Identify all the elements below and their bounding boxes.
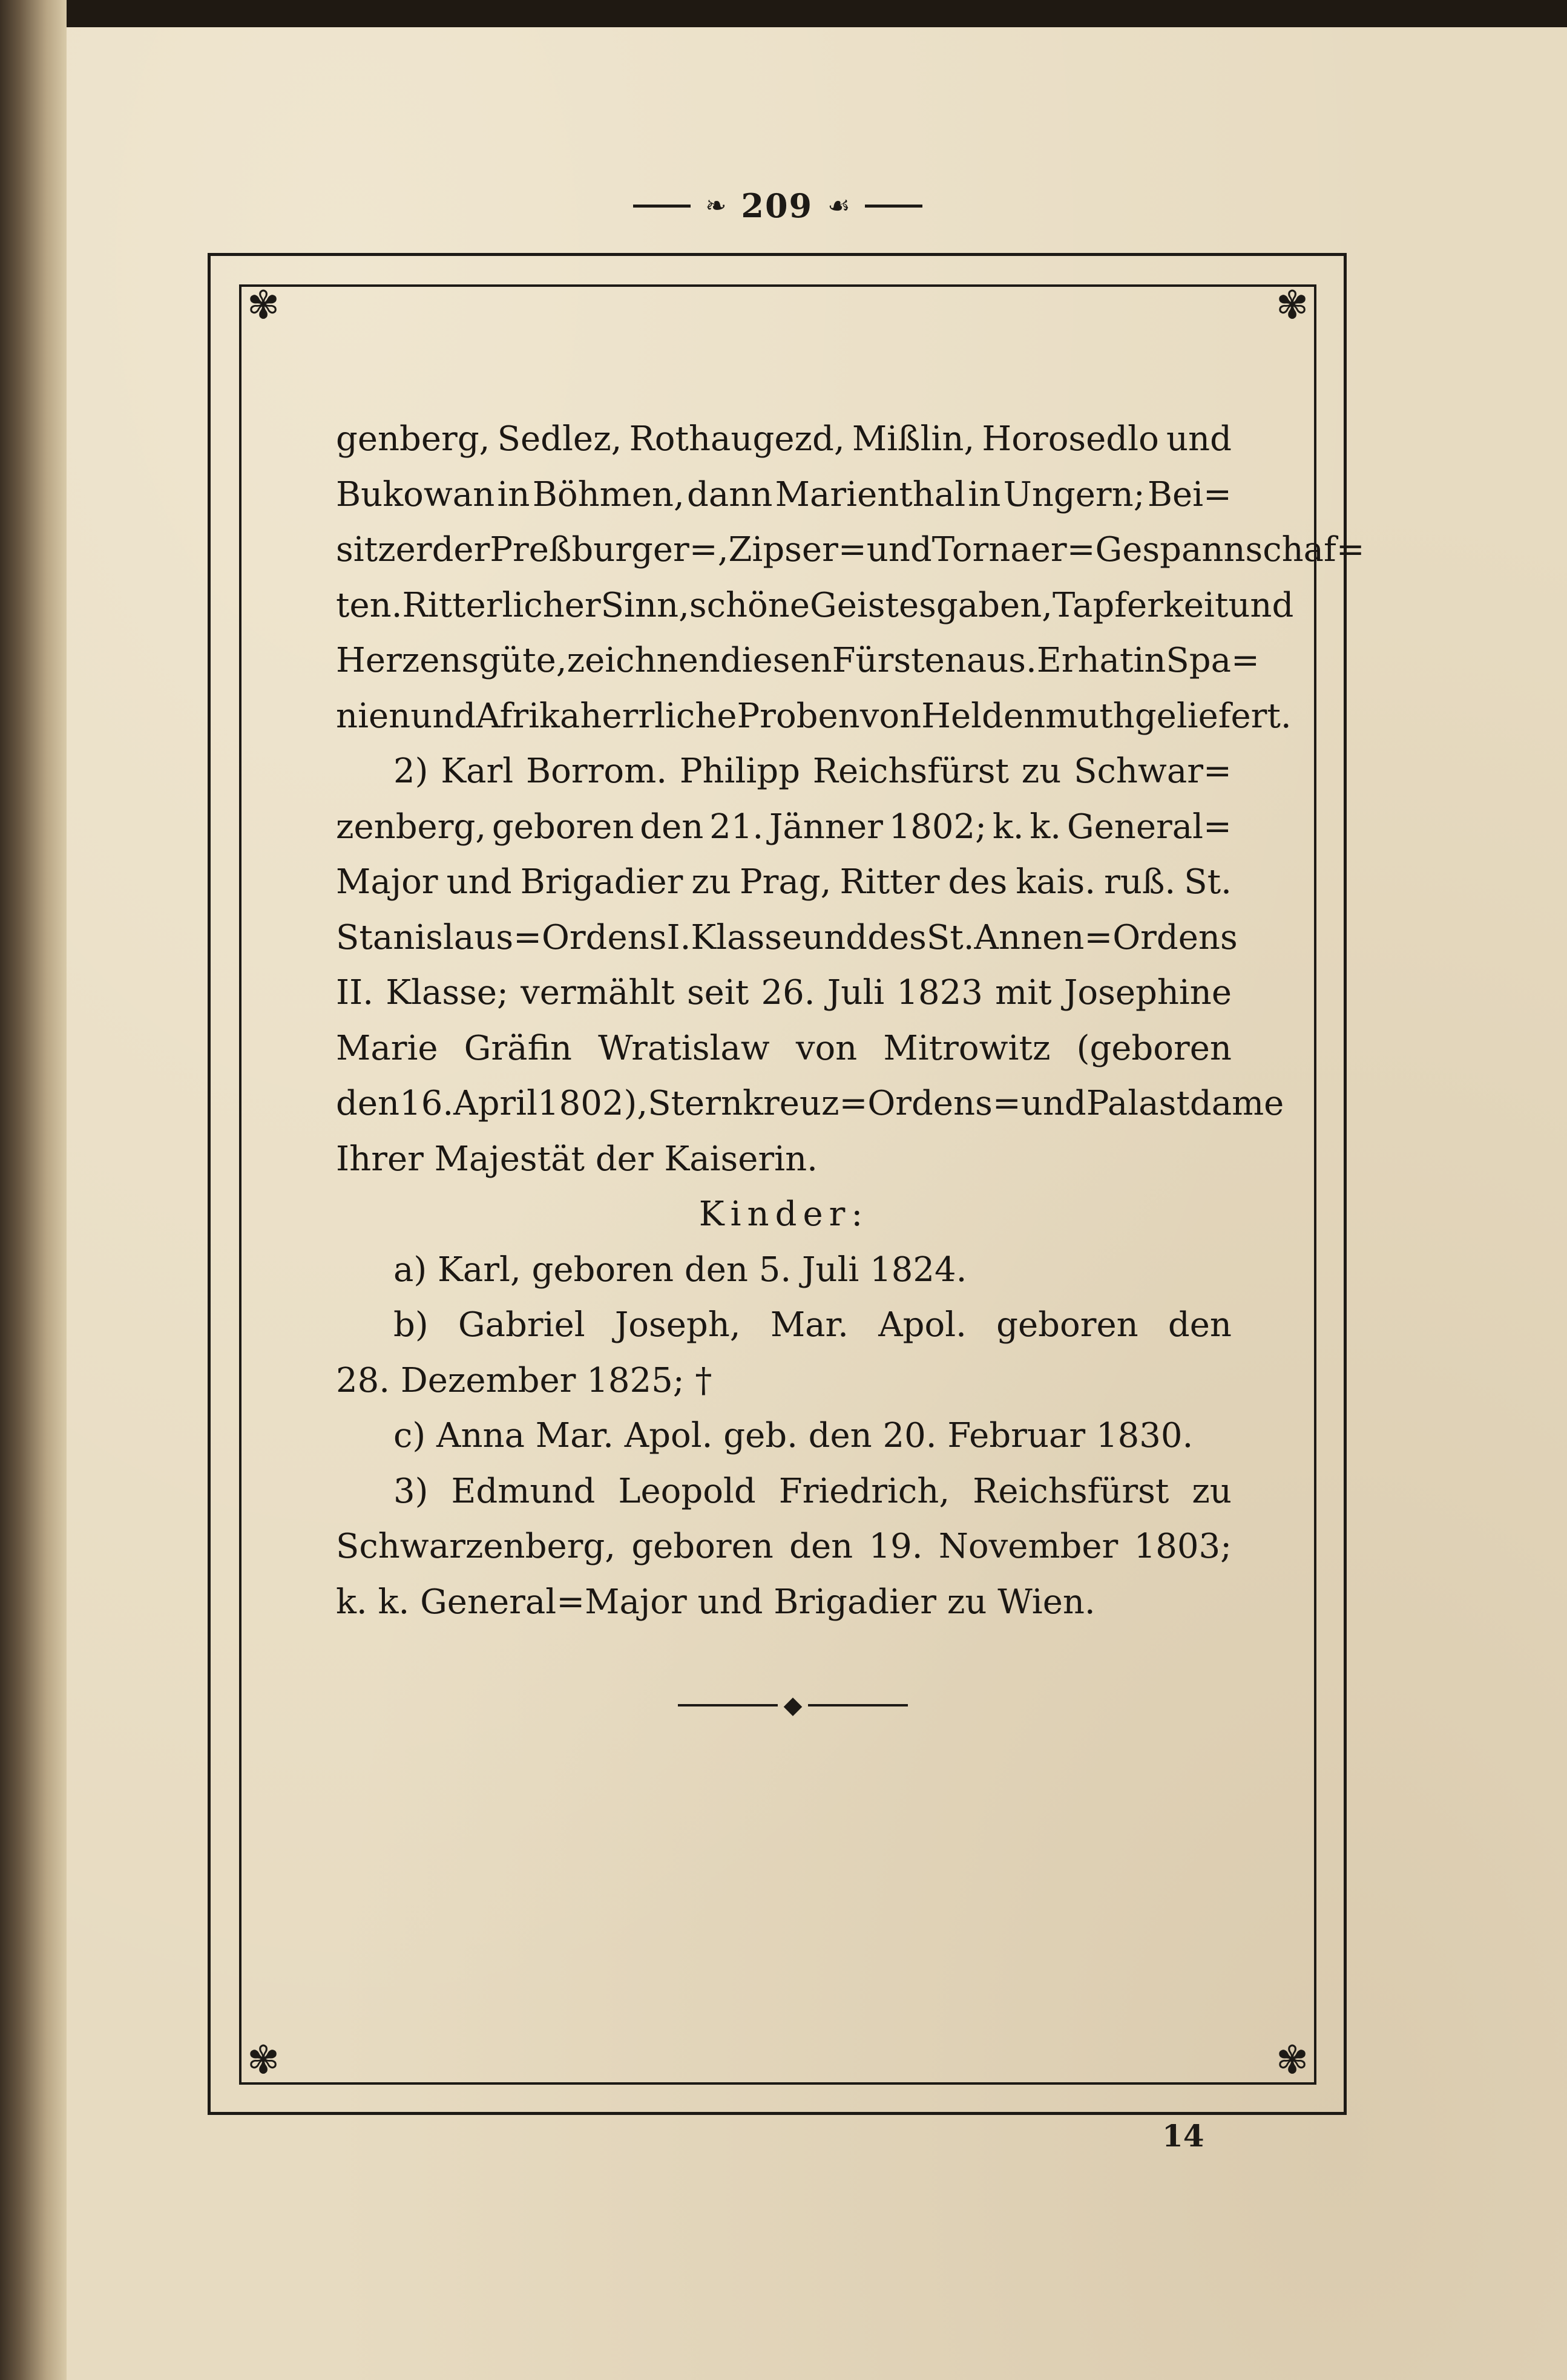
text-line: den 16. April 1802), Sternkreuz=Ordens= und Palastdame [336,1084,1284,1123]
page-edge-top [0,0,1567,29]
text-line: Bukowan in Böhmen, dann Marienthal in Ungern; Bei= [336,474,1232,514]
floral-corner-icon-bottom-right: ✾ [1276,2038,1309,2083]
text-line: nien und Afrika herrliche Proben von Heldenmuth geliefert. [336,696,1292,736]
book-binding [0,0,67,2380]
text-line: Major und Brigadier zu Prag, Ritter des kais. ruß. St. [336,862,1232,902]
header-rule-right [865,205,922,208]
header-rule-left [633,205,691,208]
text-line: 3) Edmund Leopold Friedrich, Reichsfürst zu [393,1471,1232,1511]
decorative-rule-ornament-icon: ◆ [678,1693,908,1717]
text-line: Marie Gräfin Wratislaw von Mitrowitz (geboren [336,1028,1232,1068]
text-line: zenberg, geboren den 21. Jänner 1802; k. k. General= [336,807,1232,847]
text-line: ten. Ritterlicher Sinn, schöne Geistesgaben, Tapferkeit und [336,585,1294,625]
page-number: 209 [741,186,813,225]
bracket-ornament-right-icon: ☙ [827,191,850,220]
floral-corner-icon-bottom-left: ✾ [247,2038,280,2083]
text-line: Stanislaus=Ordens I. Klasse und des St. Annen=Ordens [336,917,1238,957]
text-line: genberg, Sedlez, Rothaugezd, Mißlin, Horosedlo und [336,419,1232,459]
page-header [605,182,950,230]
text-line: b) Gabriel Joseph, Mar. Apol. geboren den [393,1305,1232,1345]
signature-mark: 14 [1162,2118,1204,2154]
bracket-ornament-left-icon: ❧ [705,191,727,220]
text-line: 28. Dezember 1825; † [336,1360,712,1400]
text-line: Ihrer Majestät der Kaiserin. [336,1139,818,1179]
text-line: Herzensgüte, zeichnen diesen Fürsten aus. Er hat in Spa= [336,641,1260,680]
floral-corner-icon-top-right: ✾ [1276,283,1309,328]
text-line: a) Karl, geboren den 5. Juli 1824. [393,1250,967,1290]
text-line: II. Klasse; vermählt seit 26. Juli 1823 mit Josephine [336,973,1232,1012]
section-heading: Kinder: [698,1195,869,1234]
text-line: Schwarzenberg, geboren den 19. November 1803; [336,1527,1232,1566]
text-line: c) Anna Mar. Apol. geb. den 20. Februar 1830. [393,1416,1194,1455]
text-line: k. k. General=Major und Brigadier zu Wien. [336,1582,1096,1622]
body-text [336,411,1365,1630]
text-line: 2) Karl Borrom. Philipp Reichsfürst zu Schwar= [393,752,1232,791]
floral-corner-icon-top-left: ✾ [247,283,280,328]
text-line: sitzer der Preßburger=, Zipser= und Tornaer=Gespannschaf= [336,530,1365,569]
